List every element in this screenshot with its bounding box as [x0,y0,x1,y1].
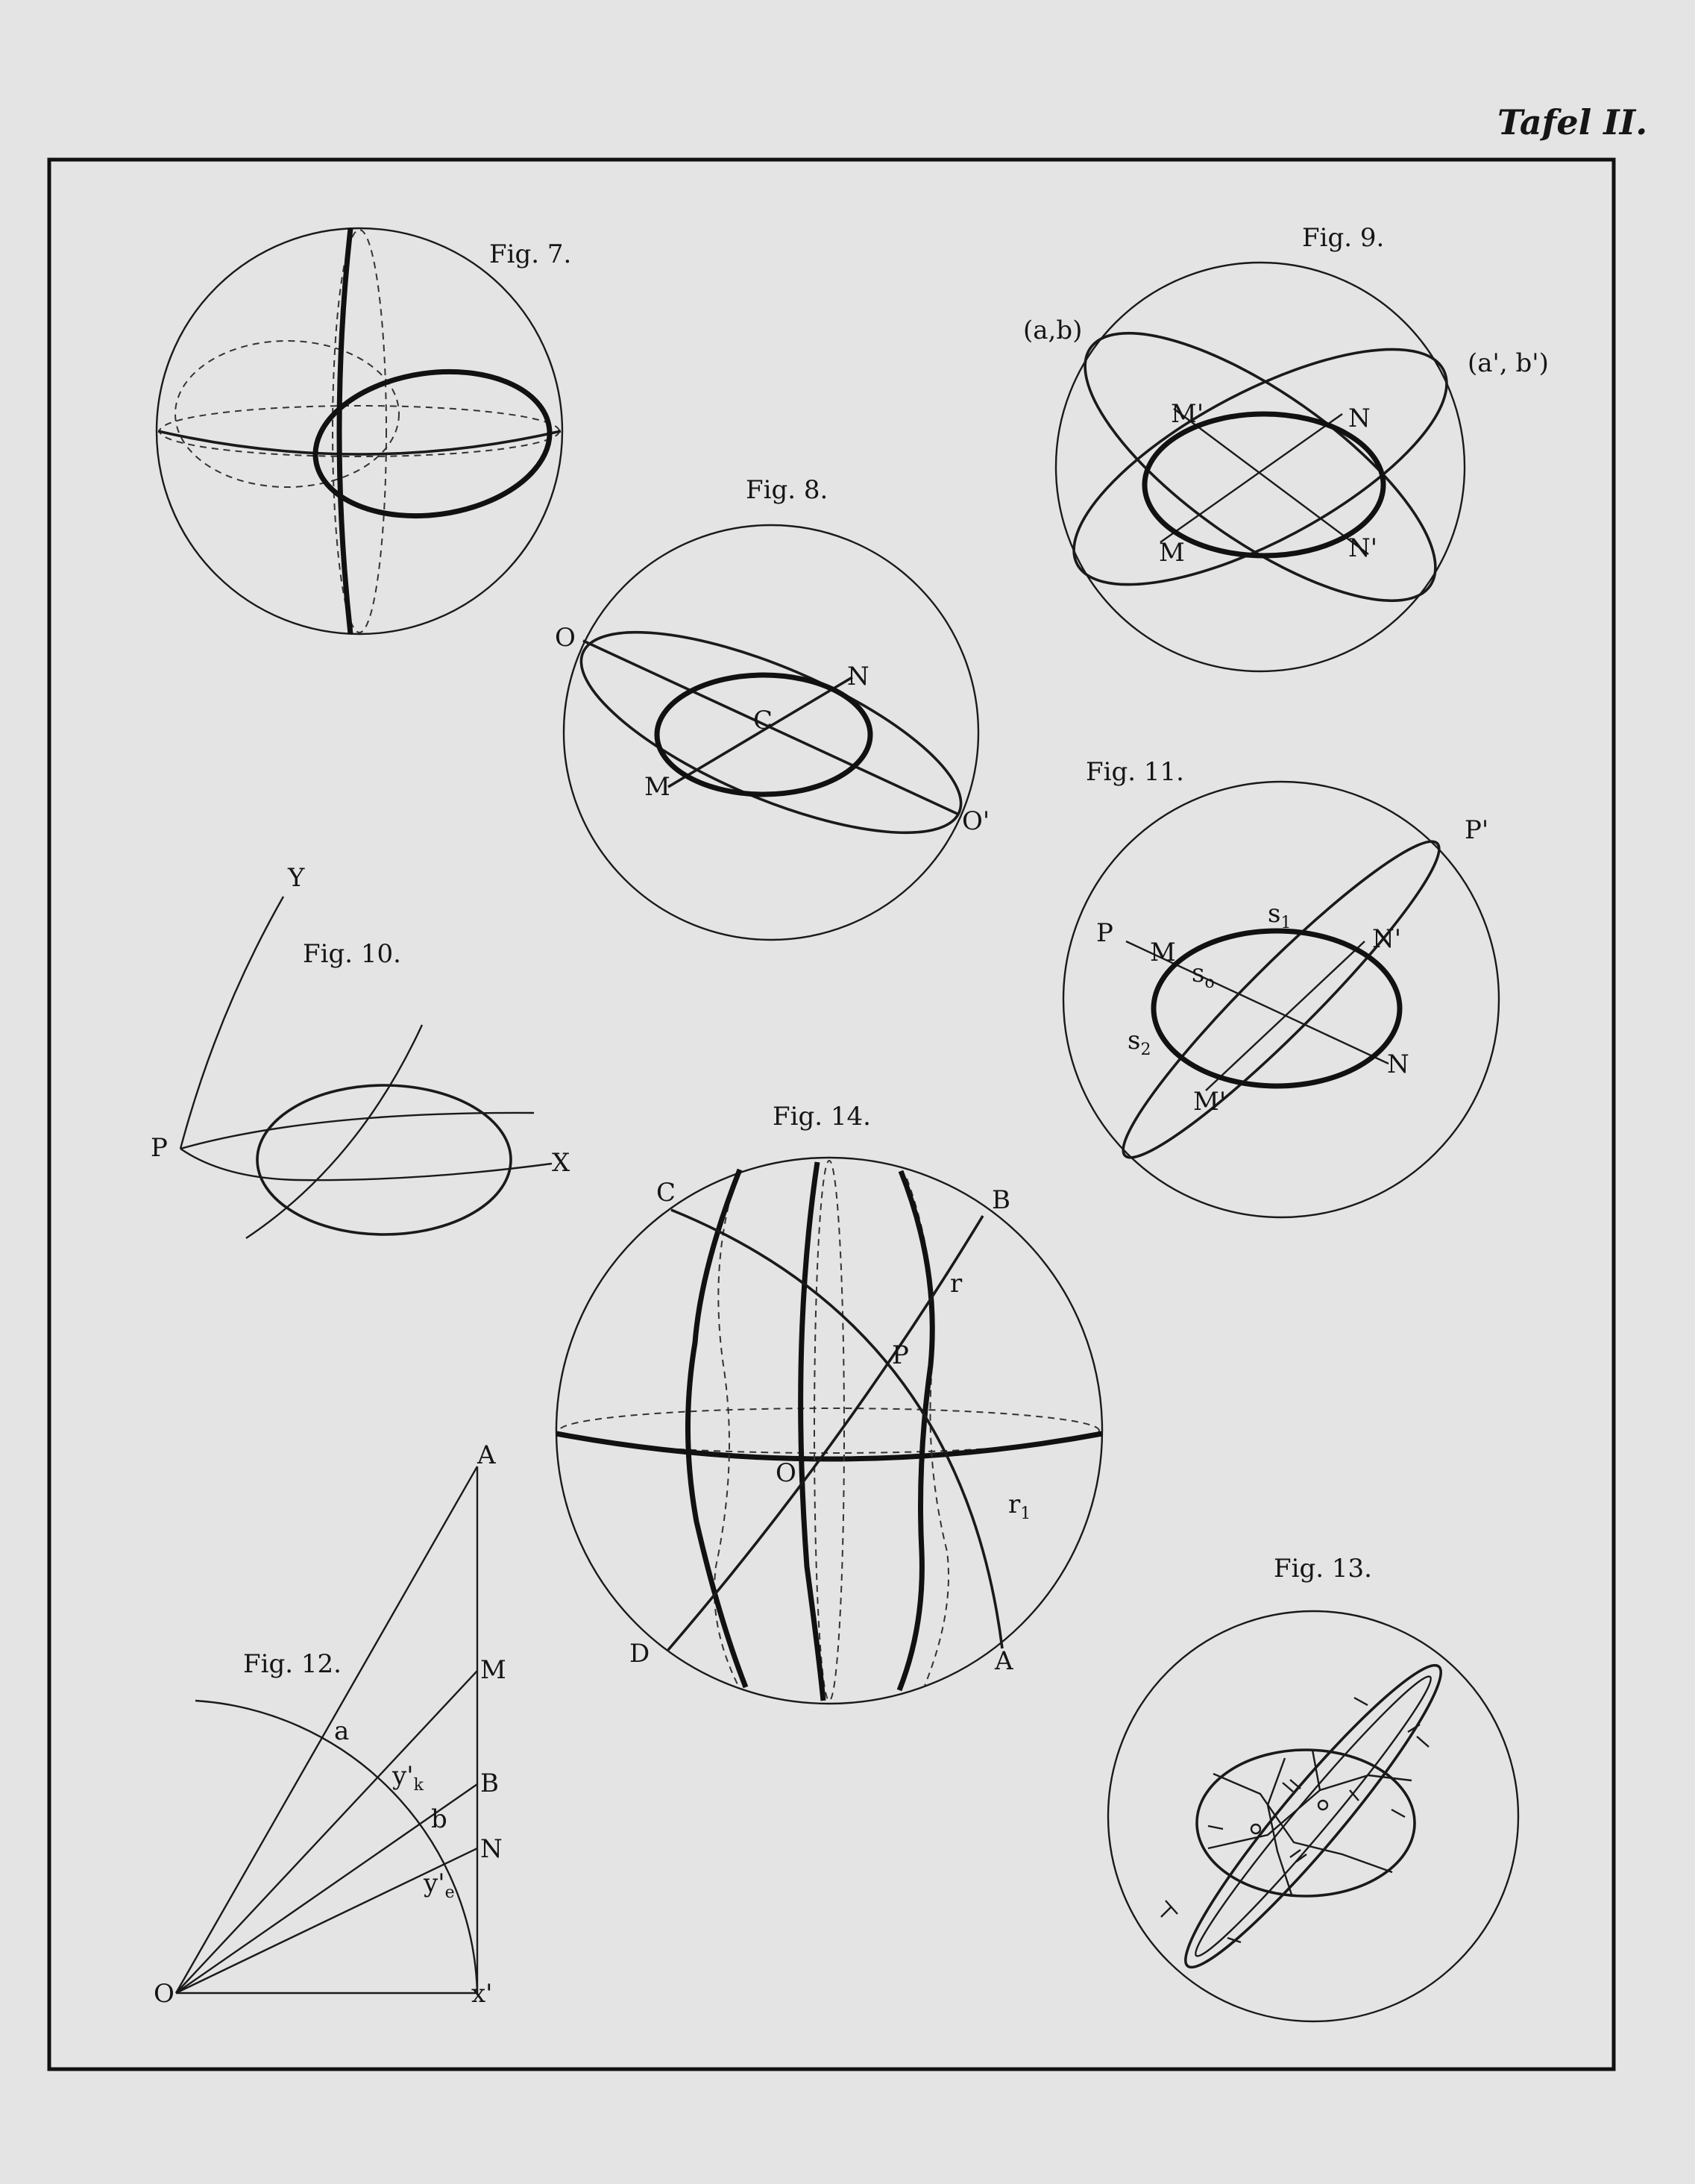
fig14-label-a: A [995,1646,1013,1676]
fig11-label-p1: P' [1465,815,1489,845]
fig11-label-s1: $s_1$ [1268,899,1292,932]
fig11-label-s2: $s_2$ [1128,1026,1151,1059]
fig10-label-y: Y [288,863,305,893]
fig11-label-m: M [1150,938,1176,967]
fig12-label-b-upper: B [480,1769,499,1798]
fig14-label-b: B [992,1185,1010,1215]
fig11-label-n1: N' [1372,924,1402,954]
fig11-label-n: N [1387,1049,1409,1079]
fig11-label-s0: $s_o$ [1192,958,1215,992]
fig11-label-p: P [1096,918,1113,948]
fig10-label-x: X [552,1148,570,1178]
fig9-label-m1: M' [1171,399,1204,429]
fig12-label-n: N [480,1834,503,1864]
fig8-label-c: C [753,706,773,735]
fig12-label-x1: x' [471,1979,493,2009]
fig9-label-ab: (a,b) [1023,316,1083,345]
fig11-label-m1: M' [1193,1087,1227,1117]
fig14-label-r1: $r_1$ [1008,1490,1031,1523]
fig8-label-o1: O' [962,806,990,836]
fig14-label-r: r [950,1269,963,1299]
plate-title: Tafel II. [1497,102,1648,142]
fig7-caption: Fig. 7. [489,239,572,269]
fig8-label-n: N [847,662,869,691]
fig14-label-c: C [656,1178,676,1208]
fig10-label-p: P [151,1133,168,1163]
fig8-caption: Fig. 8. [746,475,828,505]
fig14-label-d: D [629,1639,650,1669]
fig12-label-ye: $y'_e$ [424,1868,455,1902]
fig9-label-n: N [1348,404,1371,433]
fig9-label-a1b1: (a', b') [1468,348,1549,378]
fig8-label-m: M [644,772,670,802]
fig12-label-m: M [480,1655,506,1685]
fig8-label-o: O [555,623,576,653]
fig14-label-p: P [892,1340,909,1370]
fig11-caption: Fig. 11. [1086,757,1184,787]
fig12-label-yk: $y'_k$ [392,1761,424,1795]
fig10-caption: Fig. 10. [303,939,401,969]
fig9-caption: Fig. 9. [1302,223,1385,253]
fig12-label-o: O [154,1979,174,2009]
fig12-label-a-upper: A [477,1440,496,1470]
fig12-label-a: a [334,1716,350,1746]
fig9-label-m: M [1159,538,1185,568]
fig14-label-o: O [776,1458,796,1488]
fig14-caption: Fig. 14. [773,1102,871,1132]
fig12-label-b: b [431,1804,447,1834]
fig12-caption: Fig. 12. [243,1649,342,1679]
fig9-label-n1: N' [1348,533,1378,563]
fig13-caption: Fig. 13. [1274,1554,1372,1584]
